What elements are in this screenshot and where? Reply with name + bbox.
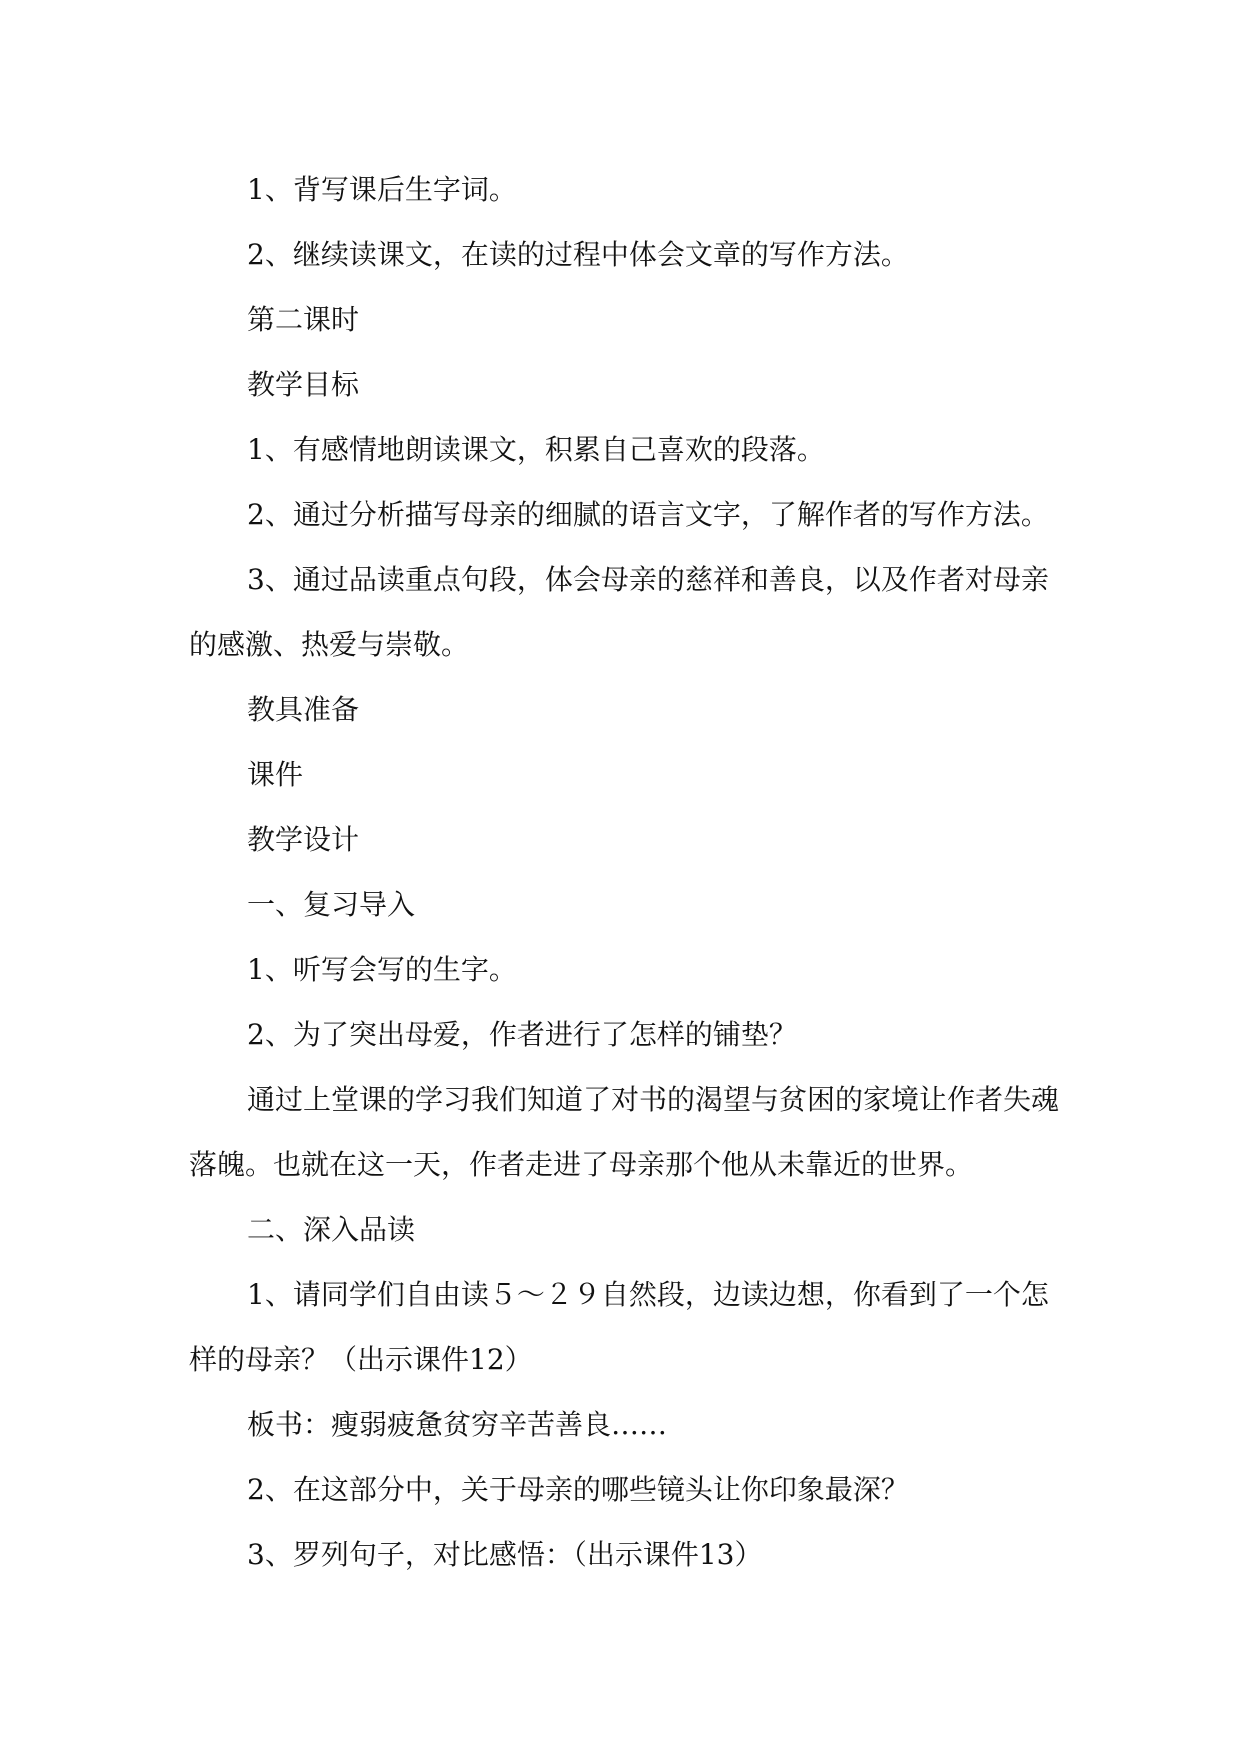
paragraph-review-summary: 通过上堂课的学习我们知道了对书的渴望与贫困的家境让作者失魂落魄。也就在这一天，作者走进了母亲那个他从未靠近的世界。 — [189, 1083, 1060, 1181]
paragraph-homework-2: 2、继续读课文，在读的过程中体会文章的写作方法。 — [247, 238, 909, 271]
section-heading-design: 教学设计 — [247, 823, 360, 856]
section-heading-objectives: 教学目标 — [247, 368, 360, 401]
paragraph-materials: 课件 — [247, 758, 304, 791]
paragraph-reading-3: 3、罗列句子，对比感悟：（出示课件13） — [247, 1538, 763, 1571]
paragraph-board-notes: 板书：瘦弱疲惫贫穷辛苦善良…… — [247, 1408, 668, 1441]
paragraph-review-1: 1、听写会写的生字。 — [247, 953, 517, 986]
section-heading-materials: 教具准备 — [247, 693, 360, 726]
paragraph-objective-1: 1、有感情地朗读课文，积累自己喜欢的段落。 — [247, 433, 825, 466]
paragraph-objective-2: 2、通过分析描写母亲的细腻的语言文字，了解作者的写作方法。 — [247, 498, 1049, 531]
paragraph-objective-3: 3、通过品读重点句段，体会母亲的慈祥和善良，以及作者对母亲的感激、热爱与崇敬。 — [189, 563, 1049, 661]
document-body — [189, 157, 1064, 1587]
section-heading-review: 一、复习导入 — [247, 888, 416, 921]
paragraph-reading-1: 1、请同学们自由读５～２９自然段，边读边想，你看到了一个怎样的母亲？（出示课件12） — [189, 1278, 1049, 1376]
section-heading-lesson-2: 第二课时 — [247, 303, 360, 336]
paragraph-review-2: 2、为了突出母爱，作者进行了怎样的铺垫？ — [247, 1018, 797, 1051]
section-heading-deep-reading: 二、深入品读 — [247, 1213, 416, 1246]
paragraph-homework-1: 1、背写课后生字词。 — [247, 173, 517, 206]
paragraph-reading-2: 2、在这部分中，关于母亲的哪些镜头让你印象最深？ — [247, 1473, 909, 1506]
